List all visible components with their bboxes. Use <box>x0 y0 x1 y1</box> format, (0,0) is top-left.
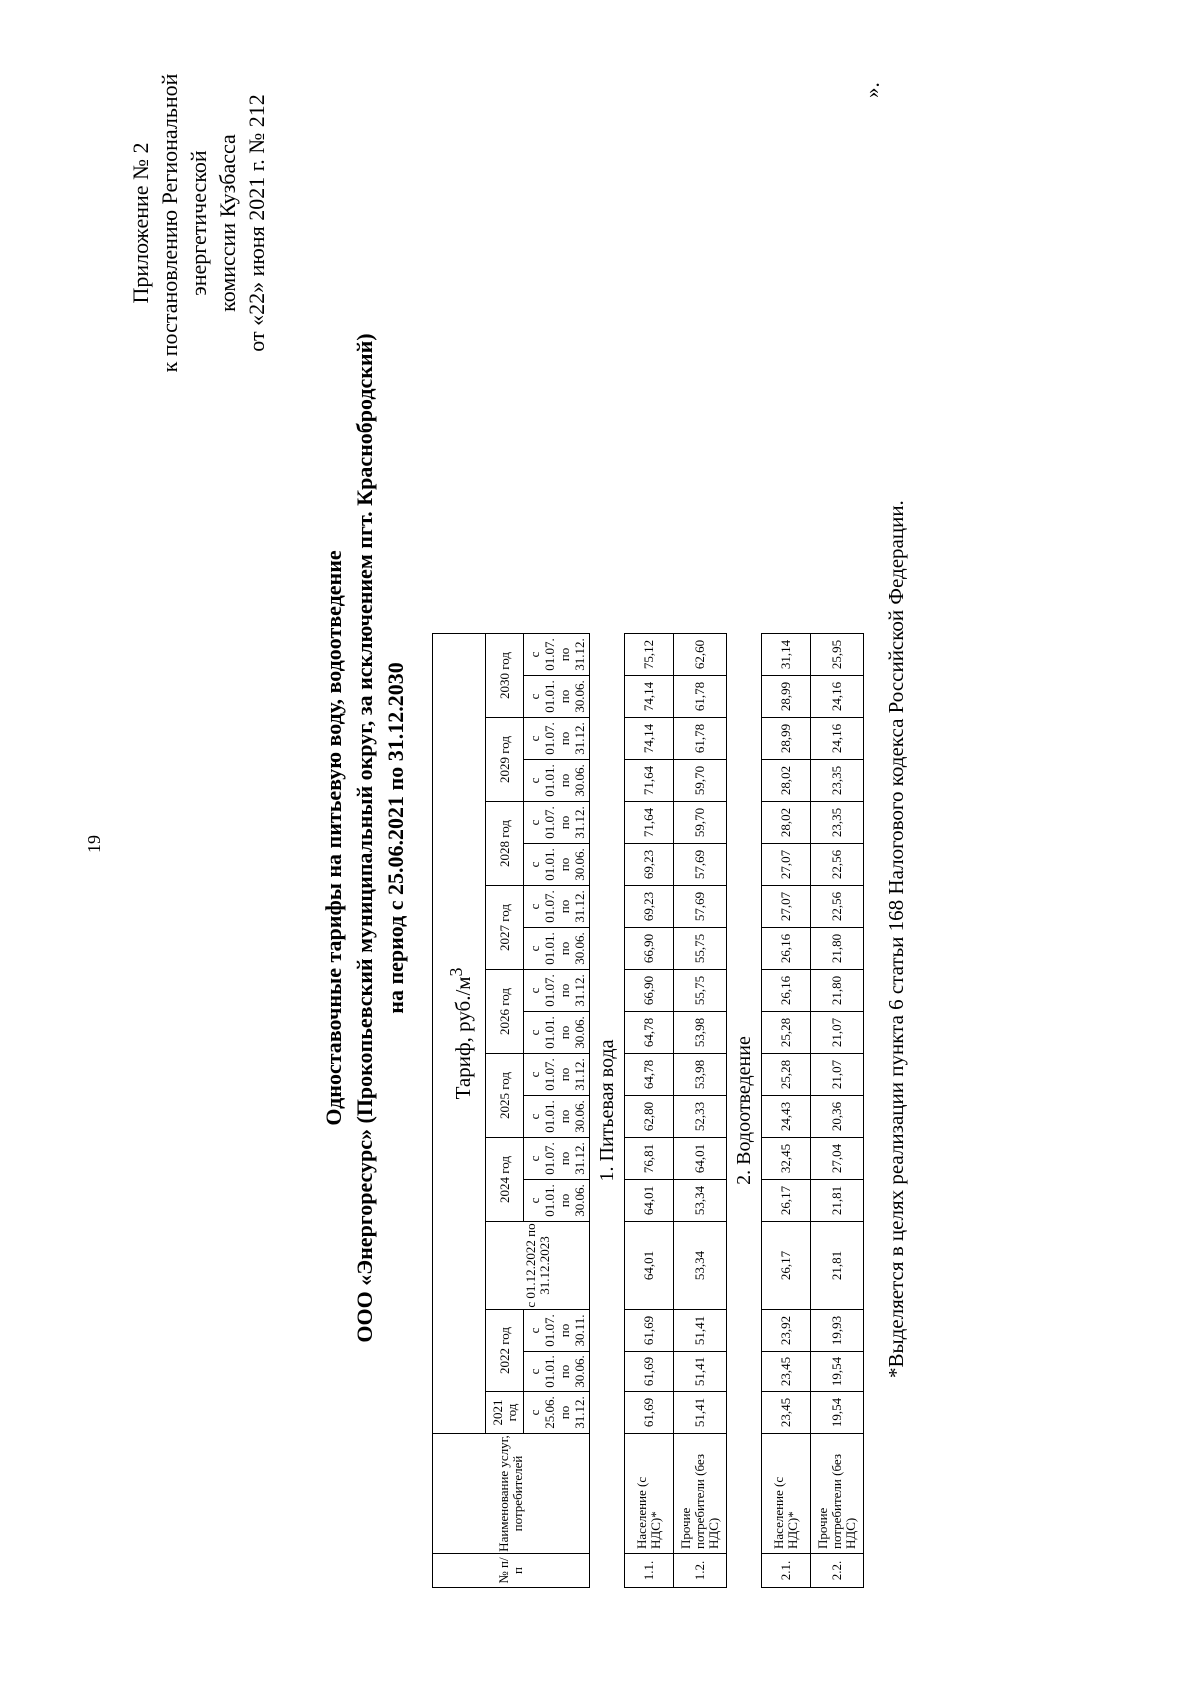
tariff-value-cell: 61,69 <box>625 1392 674 1434</box>
tariff-value-cell: 27,07 <box>762 886 811 928</box>
tariff-value-cell: 64,01 <box>625 1222 674 1310</box>
tariff-value-cell: 32,45 <box>762 1138 811 1180</box>
tariff-value-cell: 26,17 <box>762 1222 811 1310</box>
tariff-value-cell: 24,43 <box>762 1096 811 1138</box>
tariff-value-cell: 23,45 <box>762 1352 811 1392</box>
tariff-value-cell: 62,60 <box>674 634 727 676</box>
period-cell: с 01.01. по 30.06. <box>524 1096 590 1138</box>
tariff-value-cell: 74,14 <box>625 676 674 718</box>
tariff-value-cell: 51,41 <box>674 1352 727 1392</box>
tariff-value-cell: 59,70 <box>674 802 727 844</box>
year-2024: 2024 год <box>486 1138 524 1222</box>
tariff-value-cell: 61,78 <box>674 676 727 718</box>
tariff-value-cell: 27,07 <box>762 844 811 886</box>
tariff-value-cell: 55,75 <box>674 970 727 1012</box>
period-cell: с 01.07. по 31.12. <box>524 634 590 676</box>
closing-quote: ». <box>860 82 884 98</box>
period-header-row <box>524 550 590 1588</box>
period-cell: с 01.07. по 31.12. <box>524 1054 590 1096</box>
tariff-header-row <box>433 550 486 1588</box>
period-cell: с 01.01. по 30.06. <box>524 844 590 886</box>
tariff-value-cell: 55,75 <box>674 928 727 970</box>
row-name: Население (с НДС)* <box>762 1434 811 1554</box>
row-name: Население (с НДС)* <box>625 1434 674 1554</box>
tariff-value-cell: 25,28 <box>762 1054 811 1096</box>
tariff-table-wrapper <box>432 549 864 1588</box>
header-line-1: Приложение № 2 <box>128 142 153 304</box>
section-title-sewage: 2. Водоотведение <box>727 634 762 1588</box>
table-row <box>625 550 674 1588</box>
header-line-3: комиссии Кузбасса <box>215 134 240 312</box>
tariff-value-cell: 66,90 <box>625 970 674 1012</box>
table-row <box>811 550 864 1588</box>
section-title-water: 1. Питьевая вода <box>590 634 625 1588</box>
tariff-value-cell: 51,41 <box>674 1392 727 1434</box>
header-line-2: к постановлению Региональной энергетической <box>157 73 211 373</box>
tariff-value-cell: 21,07 <box>811 1054 864 1096</box>
tariff-value-cell: 19,93 <box>811 1310 864 1352</box>
tariff-value-cell: 28,02 <box>762 760 811 802</box>
tariff-value-cell: 61,69 <box>625 1310 674 1352</box>
tariff-value-cell: 28,99 <box>762 718 811 760</box>
tariff-value-cell: 53,34 <box>674 1222 727 1310</box>
tariff-value-cell: 27,04 <box>811 1138 864 1180</box>
footnote: *Выделяется в целях реализации пункта 6 статьи 168 Налогового кодекса Российской Федерации. <box>884 500 908 1378</box>
page-number: 19 <box>84 835 104 853</box>
tariff-value-cell: 69,23 <box>625 886 674 928</box>
tariff-value-cell: 21,81 <box>811 1180 864 1222</box>
tariff-value-cell: 23,45 <box>762 1392 811 1434</box>
tariff-value-cell: 25,95 <box>811 634 864 676</box>
tariff-header-text: Тариф, руб./м <box>450 976 475 1100</box>
year-2021: 2021 год <box>486 1392 524 1434</box>
tariff-value-cell: 57,69 <box>674 886 727 928</box>
tariff-value-cell: 62,80 <box>625 1096 674 1138</box>
period-cell: с 01.07. по 31.12. <box>524 802 590 844</box>
period-cell: с 01.07. по 31.12. <box>524 718 590 760</box>
tariff-value-cell: 20,36 <box>811 1096 864 1138</box>
tariff-value-cell: 61,78 <box>674 718 727 760</box>
row-number: 1.1. <box>625 1554 674 1588</box>
period-cell: с 01.01. по 30.06. <box>524 1352 590 1392</box>
period-cell: с 01.07. по 31.12. <box>524 1138 590 1180</box>
tariff-value-cell: 69,23 <box>625 844 674 886</box>
title-line-2: ООО «Энергоресурс» (Прокопьевский муниципальный округ, за исключением пгт. Краснобродский) <box>352 333 377 1343</box>
tariff-value-cell: 61,69 <box>625 1352 674 1392</box>
row-number: 2.1. <box>762 1554 811 1588</box>
year-header-row <box>486 550 524 1588</box>
year-2030: 2030 год <box>486 634 524 718</box>
tariff-value-cell: 64,78 <box>625 1012 674 1054</box>
tariff-value-cell: 28,99 <box>762 676 811 718</box>
tariff-value-cell: 19,54 <box>811 1352 864 1392</box>
tariff-value-cell: 51,41 <box>674 1310 727 1352</box>
tariff-value-cell: 64,01 <box>625 1180 674 1222</box>
col-name-header: Наименование услуг, потребителей <box>433 1434 590 1554</box>
section-row-sewage <box>727 550 762 1588</box>
tariff-value-cell: 24,16 <box>811 718 864 760</box>
tariff-value-cell: 21,07 <box>811 1012 864 1054</box>
tariff-value-cell: 24,16 <box>811 676 864 718</box>
tariff-value-cell: 64,01 <box>674 1138 727 1180</box>
tariff-value-cell: 53,98 <box>674 1012 727 1054</box>
period-cell: с 01.01. по 30.06. <box>524 1180 590 1222</box>
table-row <box>674 550 727 1588</box>
tariff-value-cell: 21,80 <box>811 928 864 970</box>
tariff-value-cell: 28,02 <box>762 802 811 844</box>
year-2027: 2027 год <box>486 886 524 970</box>
tariff-value-cell: 57,69 <box>674 844 727 886</box>
tariff-value-cell: 66,90 <box>625 928 674 970</box>
tariff-value-cell: 19,54 <box>811 1392 864 1434</box>
period-cell: с 01.01. по 30.06. <box>524 676 590 718</box>
year-2028: 2028 год <box>486 802 524 886</box>
tariff-value-cell: 52,33 <box>674 1096 727 1138</box>
period-cell: с 01.01. по 30.06. <box>524 1012 590 1054</box>
year-2026: 2026 год <box>486 970 524 1054</box>
table-row <box>762 550 811 1588</box>
tariff-value-cell: 53,34 <box>674 1180 727 1222</box>
period-cell: с 01.07. по 31.12. <box>524 886 590 928</box>
period-cell: с 01.01. по 30.06. <box>524 760 590 802</box>
row-number: 2.2. <box>811 1554 864 1588</box>
tariff-value-cell: 22,56 <box>811 886 864 928</box>
tariff-value-cell: 23,35 <box>811 802 864 844</box>
tariff-value-cell: 74,14 <box>625 718 674 760</box>
row-number: 1.2. <box>674 1554 727 1588</box>
tariff-value-cell: 59,70 <box>674 760 727 802</box>
tariff-value-cell: 76,81 <box>625 1138 674 1180</box>
year-2025: 2025 год <box>486 1054 524 1138</box>
year-2022: 2022 год <box>486 1310 524 1392</box>
tariff-value-cell: 23,35 <box>811 760 864 802</box>
tariff-table <box>432 549 864 1588</box>
row-name: Прочие потребители (без НДС) <box>674 1434 727 1554</box>
tariff-value-cell: 31,14 <box>762 634 811 676</box>
period-cell: с 01.07. по 31.12. <box>524 970 590 1012</box>
row-name: Прочие потребители (без НДС) <box>811 1434 864 1554</box>
tariff-value-cell: 26,16 <box>762 970 811 1012</box>
year-2029: 2029 год <box>486 718 524 802</box>
header-line-4: от «22» июня 2021 г. № 212 <box>244 94 269 352</box>
tariff-value-cell: 23,92 <box>762 1310 811 1352</box>
tariff-value-cell: 22,56 <box>811 844 864 886</box>
tariff-header-sup: 3 <box>445 967 466 977</box>
col-num-header: № п/п <box>433 1554 590 1588</box>
period-cell: с 25.06. по 31.12. <box>524 1392 590 1434</box>
document-title <box>318 178 411 1498</box>
tariff-value-cell: 26,16 <box>762 928 811 970</box>
title-line-1: Одноставочные тарифы на питьевую воду, водоотведение <box>321 550 346 1126</box>
tariff-value-cell: 26,17 <box>762 1180 811 1222</box>
tariff-header <box>433 634 486 1434</box>
tariff-value-cell: 21,81 <box>811 1222 864 1310</box>
tariff-value-cell: 64,78 <box>625 1054 674 1096</box>
period-cell: с 01.01. по 30.06. <box>524 928 590 970</box>
period-2022-2023: с 01.12.2022 по 31.12.2023 <box>486 1222 590 1310</box>
period-cell: с 01.07. по 30.11. <box>524 1310 590 1352</box>
tariff-value-cell: 21,80 <box>811 970 864 1012</box>
tariff-value-cell: 71,64 <box>625 760 674 802</box>
tariff-value-cell: 71,64 <box>625 802 674 844</box>
tariff-value-cell: 25,28 <box>762 1012 811 1054</box>
section-row-water <box>590 550 625 1588</box>
tariff-value-cell: 75,12 <box>625 634 674 676</box>
title-line-3: на период с 25.06.2021 по 31.12.2030 <box>383 662 408 1014</box>
tariff-value-cell: 53,98 <box>674 1054 727 1096</box>
appendix-header <box>126 13 271 433</box>
